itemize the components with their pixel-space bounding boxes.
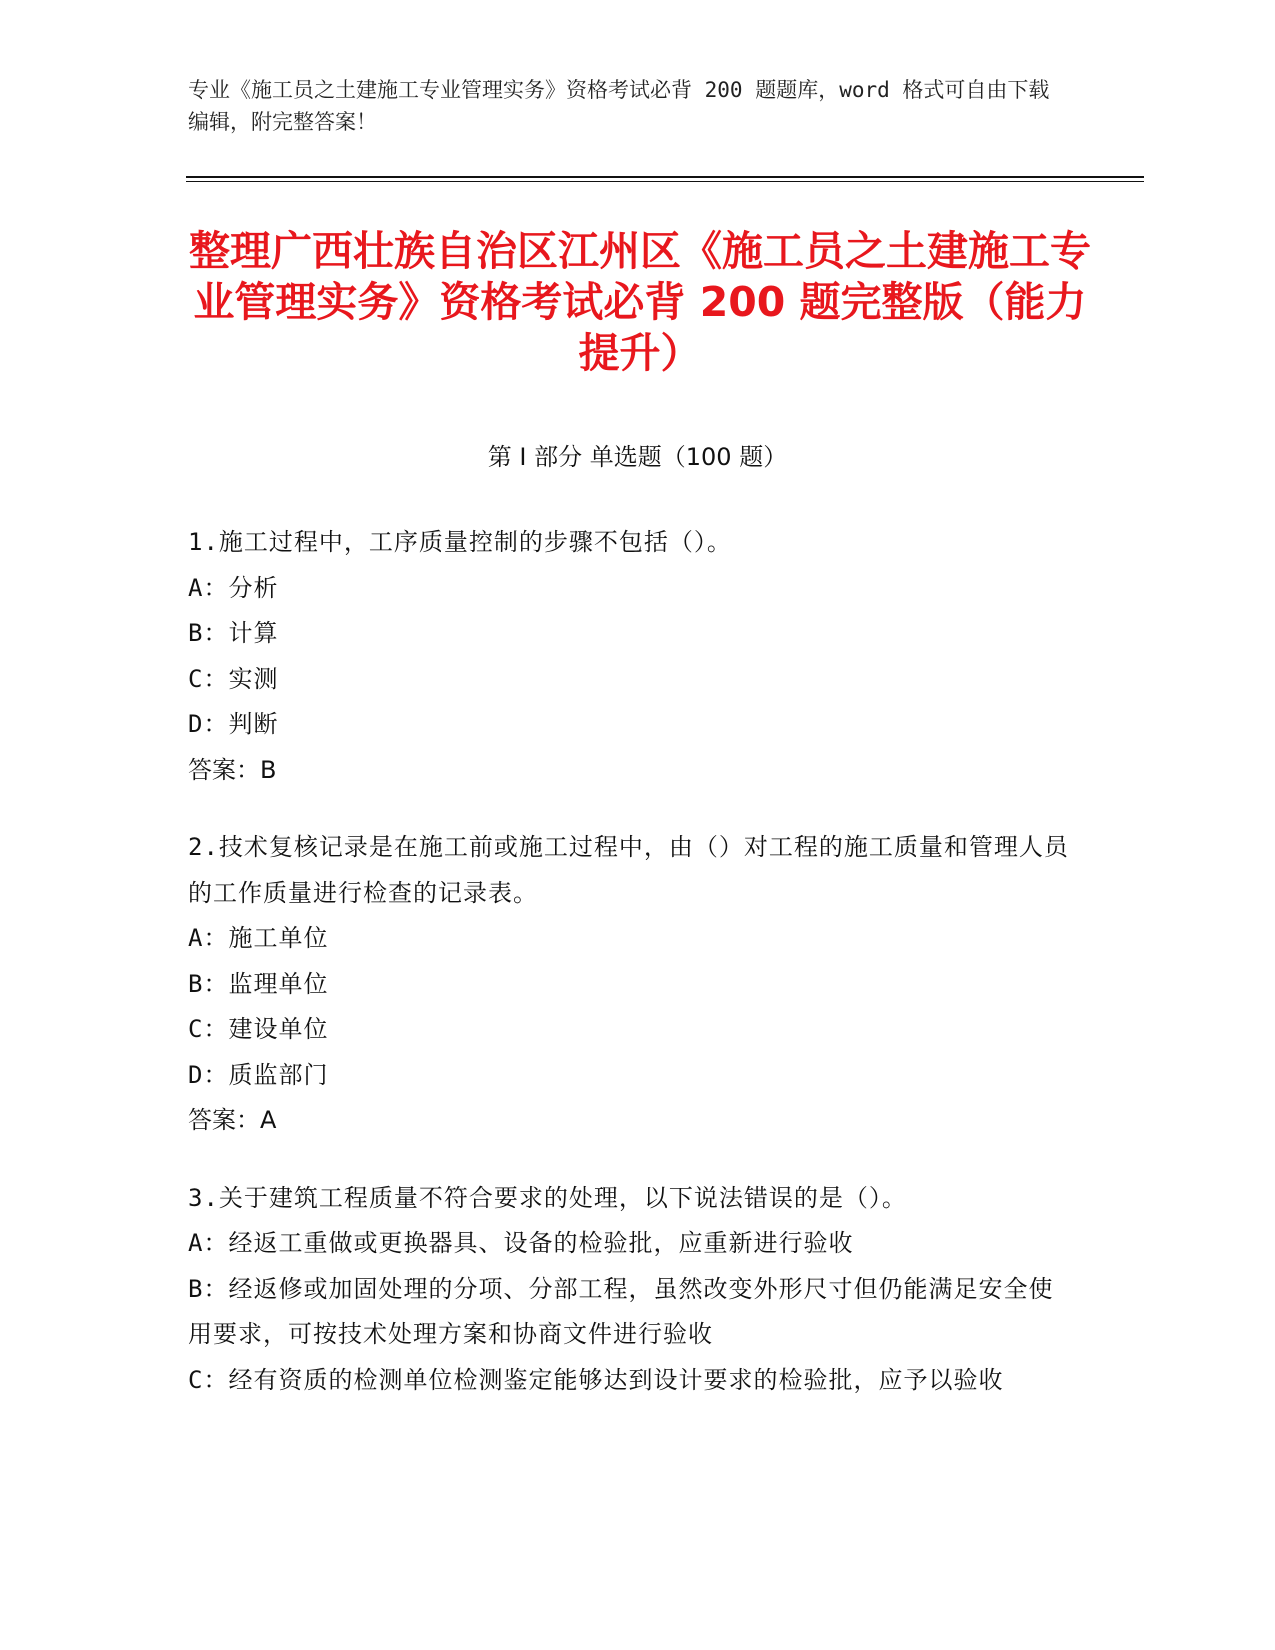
option-b: B：计算	[188, 619, 279, 647]
question-3	[188, 1176, 1078, 1404]
header-divider-thick	[186, 176, 1144, 178]
option-a: A：施工单位	[188, 924, 329, 952]
option-a: A：经返工重做或更换器具、设备的检验批，应重新进行验收	[188, 1229, 854, 1257]
option-c: C：建设单位	[188, 1015, 329, 1043]
option-d: D：质监部门	[188, 1060, 329, 1089]
question-stem: 3.关于建筑工程质量不符合要求的处理，以下说法错误的是（）。	[188, 1183, 907, 1212]
question-2	[188, 825, 1078, 1144]
option-c: C：经有资质的检测单位检测鉴定能够达到设计要求的检验批，应予以验收	[188, 1365, 1004, 1394]
header-divider-thin	[186, 181, 1144, 182]
option-d: D：判断	[188, 710, 279, 738]
answer-line: 答案：B	[188, 755, 277, 784]
option-a: A：分析	[188, 573, 279, 602]
question-stem: 2.技术复核记录是在施工前或施工过程中，由（）对工程的施工质量和管理人员的工作质量进行检查的记录表。	[188, 833, 1069, 907]
answer-line: 答案：A	[188, 1106, 277, 1134]
document-title: 整理广西壮族自治区江州区《施工员之土建施工专业管理实务》资格考试必背 200 题完整版（能力提升）	[189, 227, 1091, 377]
question-stem: 1.施工过程中，工序质量控制的步骤不包括（）。	[188, 528, 732, 556]
section-heading: 第 I 部分 单选题（100 题）	[487, 443, 788, 471]
option-c: C：实测	[188, 664, 279, 693]
question-1	[188, 520, 1078, 793]
option-b: B：经返修或加固处理的分项、分部工程，虽然改变外形尺寸但仍能满足安全使用要求，可按技术处理方案和协商文件进行验收	[188, 1274, 1054, 1348]
question-list	[188, 520, 1078, 1435]
option-b: B：监理单位	[188, 969, 329, 998]
header-note: 专业《施工员之土建施工专业管理实务》资格考试必背 200 题题库，word 格式可自由下载编辑，附完整答案！	[188, 78, 1050, 134]
